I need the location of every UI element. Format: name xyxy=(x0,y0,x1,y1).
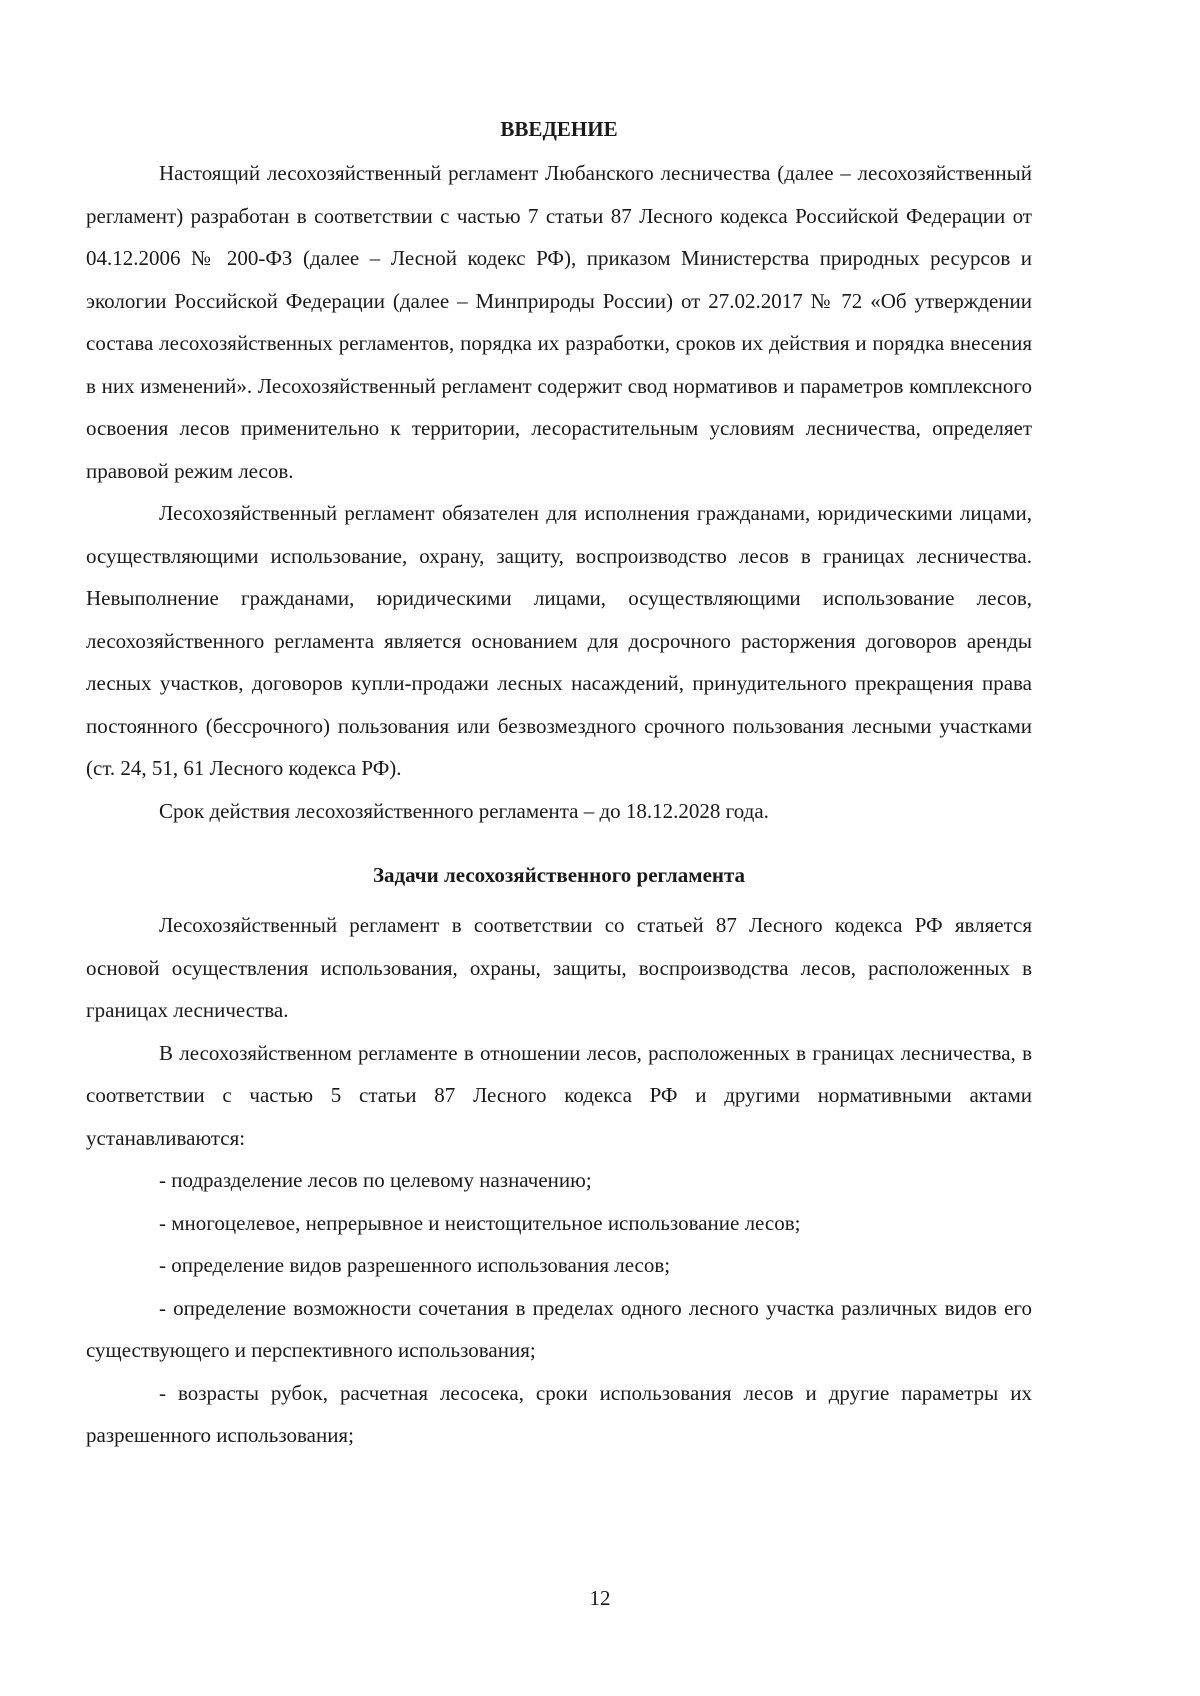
paragraph: Лесохозяйственный регламент в соответствии со статьей 87 Лесного кодекса РФ является основой осуществления использования, охраны, защиты, воспроизводства лесов, расположенных в границах лесничества. xyxy=(86,913,1032,1022)
section-heading-introduction: ВВЕДЕНИЕ xyxy=(500,117,618,141)
paragraph: Срок действия лесохозяйственного регламента – до 18.12.2028 года. xyxy=(159,798,769,823)
list-item: - определение возможности сочетания в пределах одного лесного участка различных видов его существующего и перспективного использования; xyxy=(86,1295,1032,1362)
page-number: 12 xyxy=(589,1586,611,1610)
list-item: - подразделение лесов по целевому назначению; xyxy=(159,1168,592,1192)
paragraph: Настоящий лесохозяйственный регламент Любанского лесничества (далее – лесохозяйственный регламент) разработан в соответствии с частью 7 статьи 87 Лесного кодекса Российской Федерации от 04.12.2006 № 200-ФЗ (далее – Лесной кодекс РФ), приказом Министерства природных ресурсов и экологии Российской Федерации (далее – Минприроды России) от 27.02.2017 № 72 «Об утверждении состава лесохозяйственных регламентов, порядка их разработки, сроков их действия и порядка внесения в них изменений». Лесохозяйственный регламент содержит свод нормативов и параметров комплексного освоения лесов применительно к территории, лесорастительным условиям лесничества, определяет правовой режим лесов. xyxy=(86,161,1032,483)
list-item: - многоцелевое, непрерывное и неистощительное использование лесов; xyxy=(159,1210,801,1235)
paragraph: В лесохозяйственном регламенте в отношении лесов, расположенных в границах лесничества, в соответствии с частью 5 статьи 87 Лесного кодекса РФ и другими нормативными актами устанавливаются: xyxy=(86,1040,1032,1150)
paragraph: Лесохозяйственный регламент обязателен для исполнения гражданами, юридическими лицами, осуществляющими использование, охрану, защиту, воспроизводство лесов в границах лесничества. Невыполнение гражданами, юридическими лицами, осуществляющими использование лесов, лесохозяйственного регламента является основанием для досрочного расторжения договоров аренды лесных участков, договоров купли-продажи лесных насаждений, принудительного прекращения права постоянного (бессрочного) пользования или безвозмездного срочного пользования лесными участками (ст. 24, 51, 61 Лесного кодекса РФ). xyxy=(86,501,1032,780)
document-page xyxy=(86,108,1032,1457)
list-item: - возрасты рубок, расчетная лесосека, сроки использования лесов и другие параметры их разрешенного использования; xyxy=(86,1380,1032,1447)
requirements-list xyxy=(86,1159,1032,1457)
section-heading-tasks: Задачи лесохозяйственного регламента xyxy=(372,863,746,887)
list-item: - определение видов разрешенного использования лесов; xyxy=(159,1253,671,1277)
